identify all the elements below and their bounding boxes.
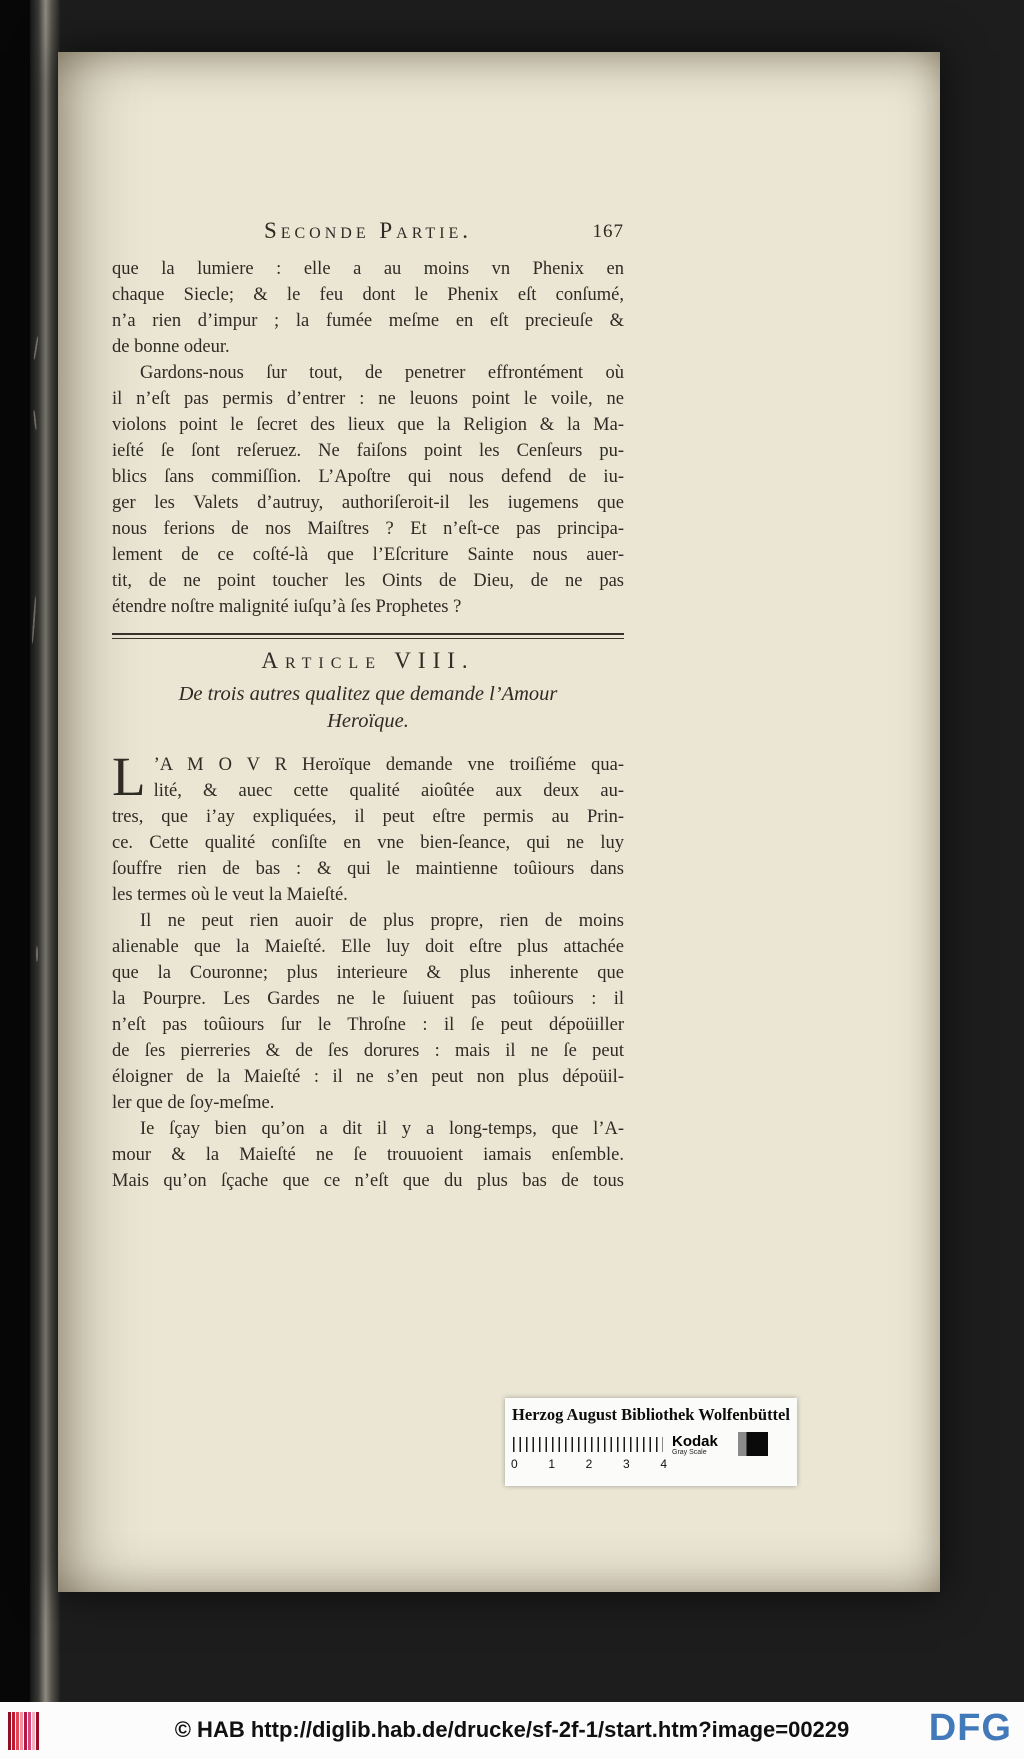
text-line: mour & la Maieſté ne ſe trouuoient iamais enſemble.: [112, 1144, 624, 1165]
page-edges: [30, 0, 60, 1759]
text-line: n’a rien d’impur ; la fumée meſme en eſt precieuſe &: [112, 311, 624, 331]
text-line: de bonne odeur.: [112, 337, 230, 357]
text-line: ieſté ſe ſont reſeruez. Ne faiſons point les Cenſeurs pu-: [112, 441, 624, 461]
text-line: ſouffre rien de bas : & qui le maintienne toûiours dans: [112, 858, 624, 879]
scale-number: 1: [548, 1457, 556, 1471]
gray-scale-label: Gray Scale: [672, 1448, 707, 1456]
text-line: ’A M O V R Heroïque demande vne troiſiéme qua-: [153, 754, 624, 775]
text-line: les termes où le veut la Maieſté.: [112, 884, 348, 905]
copyright-label: © HAB: [174, 1717, 245, 1742]
text-line: alienable que la Maieſté. Elle luy doit eſtre plus attachée: [112, 936, 624, 957]
scale-number: 4: [660, 1457, 667, 1471]
text-line: que la lumiere : elle a au moins vn Phenix en: [112, 259, 624, 279]
text-line: ler que de ſoy-meſme.: [112, 1092, 275, 1113]
text-line: Il ne peut rien auoir de plus propre, rien de moins: [140, 910, 624, 931]
text-line: violons point le ſecret des lieux que la Religion & la Ma-: [112, 415, 624, 435]
kodak-labels: [672, 1433, 732, 1456]
text-line: ger les Valets d’autruy, authoriſeroit-il les iugemens que: [112, 493, 624, 513]
paragraph: [112, 1116, 624, 1194]
text-line: Mais qu’on ſçache que ce n’eſt que du plus bas de tous: [112, 1170, 624, 1191]
gray-patch-icon: [738, 1432, 768, 1456]
margin-mark: [36, 946, 38, 962]
scale-number: 0: [511, 1457, 518, 1471]
paragraph: [112, 360, 624, 620]
text-line: n’eſt pas toûiours ſur le Throſne : il ſe peut dépoüiller: [112, 1014, 624, 1035]
text-line: lité, & auec cette qualité aioûtée aux deux au-: [153, 780, 624, 801]
article-subtitle-line: Heroïque.: [327, 709, 409, 732]
scale-number: 2: [585, 1457, 593, 1471]
text-line: blics ſans commiſſion. L’Apoſtre qui nous defend de iu-: [112, 467, 624, 487]
divider-thin-line: [112, 638, 624, 639]
section-divider: [112, 633, 624, 639]
paragraph: [112, 908, 624, 1116]
library-stamp: [505, 1398, 797, 1486]
text-line: Gardons-nous ſur tout, de penetrer effrontément où: [140, 363, 624, 383]
text-block-2: [112, 745, 624, 1194]
text-column: [112, 218, 624, 1194]
kodak-label: Kodak: [672, 1432, 718, 1450]
text-line: de ſes pierreries & de ſes dorures : mais il ne ſe peut: [112, 1040, 624, 1061]
text-line: lement de ce coſté-là que l’Eſcriture Sainte nous auer-: [112, 545, 624, 565]
dropcap: L: [112, 745, 146, 807]
paragraph: [112, 745, 624, 908]
text-block-1: [112, 256, 624, 620]
text-line: ce. Cette qualité conſiſte en vne bien-ſeance, qui ne luy: [112, 832, 624, 853]
text-line: chaque Siecle; & le feu dont le Phenix eſt conſumé,: [112, 285, 624, 305]
text-line: il n’eſt pas permis d’entrer : ne leuons point le voile, ne: [112, 389, 624, 409]
article-subtitle: [112, 681, 624, 735]
footer-credit: [0, 1717, 1024, 1743]
page-header: [112, 218, 624, 250]
kodak-row: [513, 1432, 791, 1456]
dfg-logo: DFG: [928, 1707, 1012, 1749]
text-line: tres, que i’ay expliquées, il peut eſtre permis au Prin-: [112, 806, 624, 827]
kodak-ruler-icon: [513, 1437, 663, 1452]
text-line: éloigner de la Maieſté : il ne s’en peut non plus dépoüil-: [112, 1066, 624, 1087]
footer-url: http://diglib.hab.de/drucke/sf-2f-1/start.htm?image=00229: [250, 1717, 850, 1742]
text-line: la Pourpre. Les Gardes ne le ſuiuent pas toûiours : il: [112, 988, 624, 1009]
book-spine: [0, 0, 30, 1759]
text-line: que la Couronne; plus interieure & plus inherente que: [112, 962, 624, 983]
paragraph: [112, 256, 624, 360]
article-heading: Article VIII.: [261, 647, 475, 673]
divider-thick-line: [112, 633, 624, 635]
text-line: tit, de ne point toucher les Oints de Dieu, de ne pas: [112, 571, 624, 591]
stamp-title: Herzog August Bibliothek Wolfenbüttel: [512, 1405, 790, 1424]
header-page-number: 167: [592, 221, 624, 242]
scale-number: 3: [622, 1457, 630, 1471]
text-line: Ie ſçay bien qu’on a dit il y a long-temps, que l’A-: [140, 1118, 624, 1139]
scale-numbers: [511, 1457, 667, 1471]
article-subtitle-line: De trois autres qualitez que demande l’Amour: [178, 682, 558, 705]
scanned-page: [58, 52, 940, 1592]
text-line: nous ferions de nos Maiſtres ? Et n’eſt-ce pas principa-: [112, 519, 624, 539]
footer-bar: [0, 1702, 1024, 1759]
text-line: étendre noſtre malignité iuſqu’à ſes Prophetes ?: [112, 597, 462, 617]
header-title: Seconde Partie.: [263, 218, 473, 243]
